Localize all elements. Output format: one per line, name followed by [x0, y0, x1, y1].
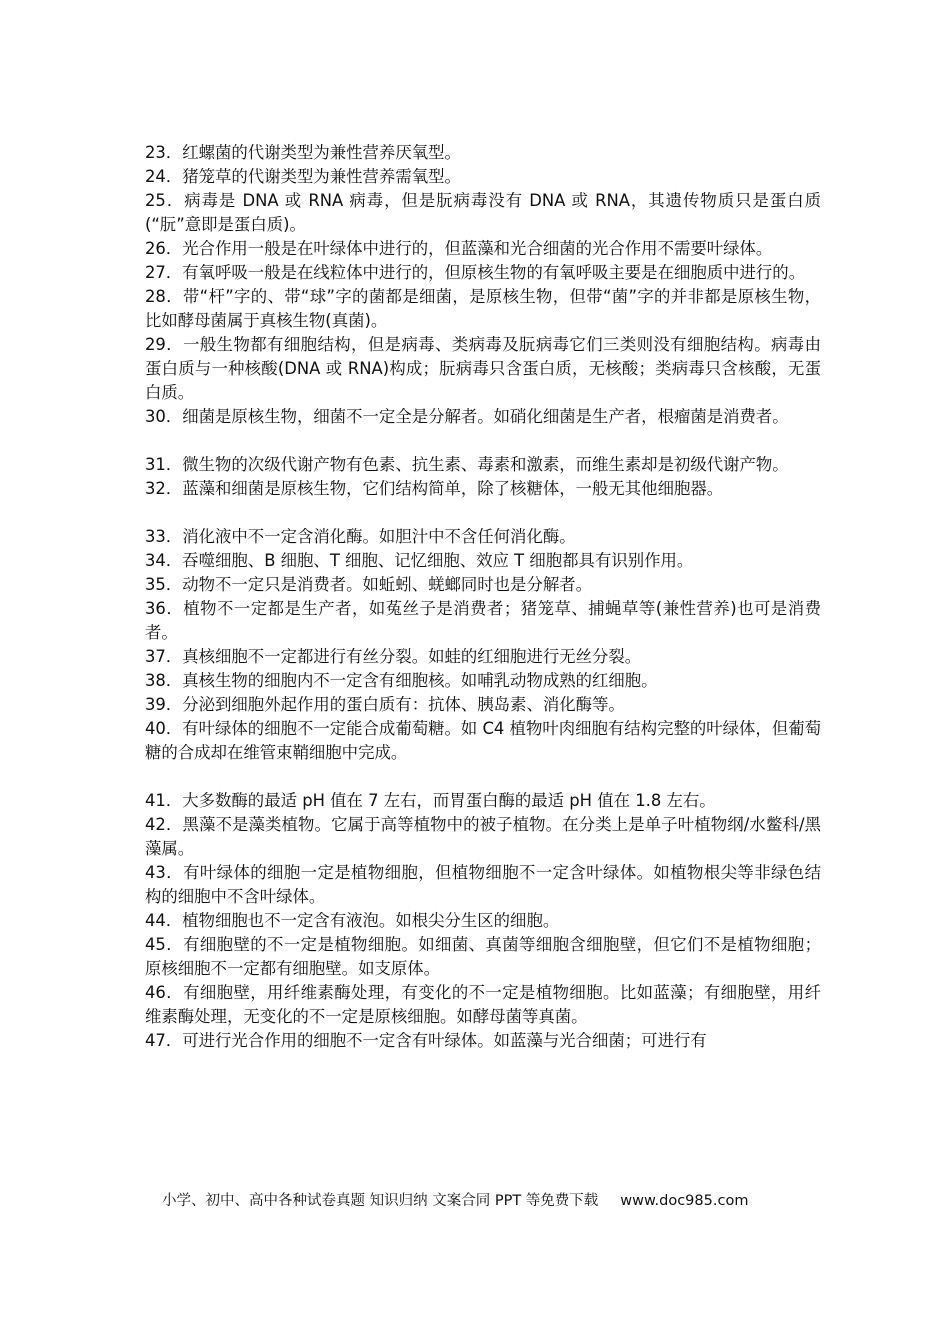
list-item: 33．消化液中不一定含消化酶。如胆汁中不含任何消化酶。 — [145, 527, 576, 546]
list-item: 45．有细胞壁的不一定是植物细胞。如细菌、真菌等细胞含细胞壁，但它们不是植物细胞；原核细胞不一定都有细胞壁。如支原体。 — [145, 935, 821, 978]
page-footer — [162, 1191, 802, 1211]
document-body — [145, 141, 821, 1053]
list-item: 28．带“杆”字的、带“球”字的菌都是细菌，是原核生物，但带“菌”字的并非都是原核生物，比如酵母菌属于真核生物(真菌)。 — [145, 287, 821, 330]
footer-text: 小学、初中、高中各种试卷真题 知识归纳 文案合同 PPT 等免费下载 — [162, 1193, 599, 1209]
list-item: 40．有叶绿体的细胞不一定能合成葡萄糖。如 C4 植物叶肉细胞有结构完整的叶绿体，但葡萄糖的合成却在维管束鞘细胞中完成。 — [145, 719, 821, 762]
list-item: 47．可进行光合作用的细胞不一定含有叶绿体。如蓝藻与光合细菌；可进行有 — [145, 1031, 707, 1050]
list-item: 34．吞噬细胞、B 细胞、T 细胞、记忆细胞、效应 T 细胞都具有识别作用。 — [145, 551, 694, 570]
list-item: 36．植物不一定都是生产者，如菟丝子是消费者；猪笼草、捕蝇草等(兼性营养)也可是消费者。 — [145, 599, 821, 642]
list-item: 29．一般生物都有细胞结构，但是病毒、类病毒及朊病毒它们三类则没有细胞结构。病毒由蛋白质与一种核酸(DNA 或 RNA)构成；朊病毒只含蛋白质，无核酸；类病毒只含核酸，无蛋白质。 — [145, 335, 821, 402]
footer-url-link[interactable]: www.doc985.com — [620, 1193, 749, 1209]
list-item: 31．微生物的次级代谢产物有色素、抗生素、毒素和激素，而维生素却是初级代谢产物。 — [145, 455, 789, 474]
list-item: 35．动物不一定只是消费者。如蚯蚓、蜣螂同时也是分解者。 — [145, 575, 593, 594]
paragraph-gap — [145, 765, 821, 789]
list-item: 42．黑藻不是藻类植物。它属于高等植物中的被子植物。在分类上是单子叶植物纲/水鳖科/黑藻属。 — [145, 815, 821, 858]
list-item: 37．真核细胞不一定都进行有丝分裂。如蛙的红细胞进行无丝分裂。 — [145, 647, 642, 666]
list-item: 43．有叶绿体的细胞一定是植物细胞，但植物细胞不一定含叶绿体。如植物根尖等非绿色结构的细胞中不含叶绿体。 — [145, 863, 821, 906]
paragraph-gap — [145, 429, 821, 453]
list-item: 23．红螺菌的代谢类型为兼性营养厌氧型。 — [145, 143, 461, 162]
list-item: 41．大多数酶的最适 pH 值在 7 左右，而胃蛋白酶的最适 pH 值在 1.8 左右。 — [145, 791, 716, 810]
list-item: 25．病毒是 DNA 或 RNA 病毒，但是朊病毒没有 DNA 或 RNA，其遗传物质只是蛋白质(“朊”意即是蛋白质)。 — [145, 191, 821, 234]
list-item: 44．植物细胞也不一定含有液泡。如根尖分生区的细胞。 — [145, 911, 560, 930]
list-item: 32．蓝藻和细菌是原核生物，它们结构简单，除了核糖体，一般无其他细胞器。 — [145, 479, 724, 498]
list-item: 30．细菌是原核生物，细菌不一定全是分解者。如硝化细菌是生产者，根瘤菌是消费者。 — [145, 407, 789, 426]
list-item: 24．猪笼草的代谢类型为兼性营养需氧型。 — [145, 167, 461, 186]
list-item: 46．有细胞壁，用纤维素酶处理，有变化的不一定是植物细胞。比如蓝藻；有细胞壁，用纤维素酶处理，无变化的不一定是原核细胞。如酵母菌等真菌。 — [145, 983, 821, 1026]
list-item: 26．光合作用一般是在叶绿体中进行的，但蓝藻和光合细菌的光合作用不需要叶绿体。 — [145, 239, 773, 258]
list-item: 39．分泌到细胞外起作用的蛋白质有：抗体、胰岛素、消化酶等。 — [145, 695, 625, 714]
paragraph-gap — [145, 501, 821, 525]
list-item: 27．有氧呼吸一般是在线粒体中进行的，但原核生物的有氧呼吸主要是在细胞质中进行的。 — [145, 263, 806, 282]
list-item: 38．真核生物的细胞内不一定含有细胞核。如哺乳动物成熟的红细胞。 — [145, 671, 658, 690]
